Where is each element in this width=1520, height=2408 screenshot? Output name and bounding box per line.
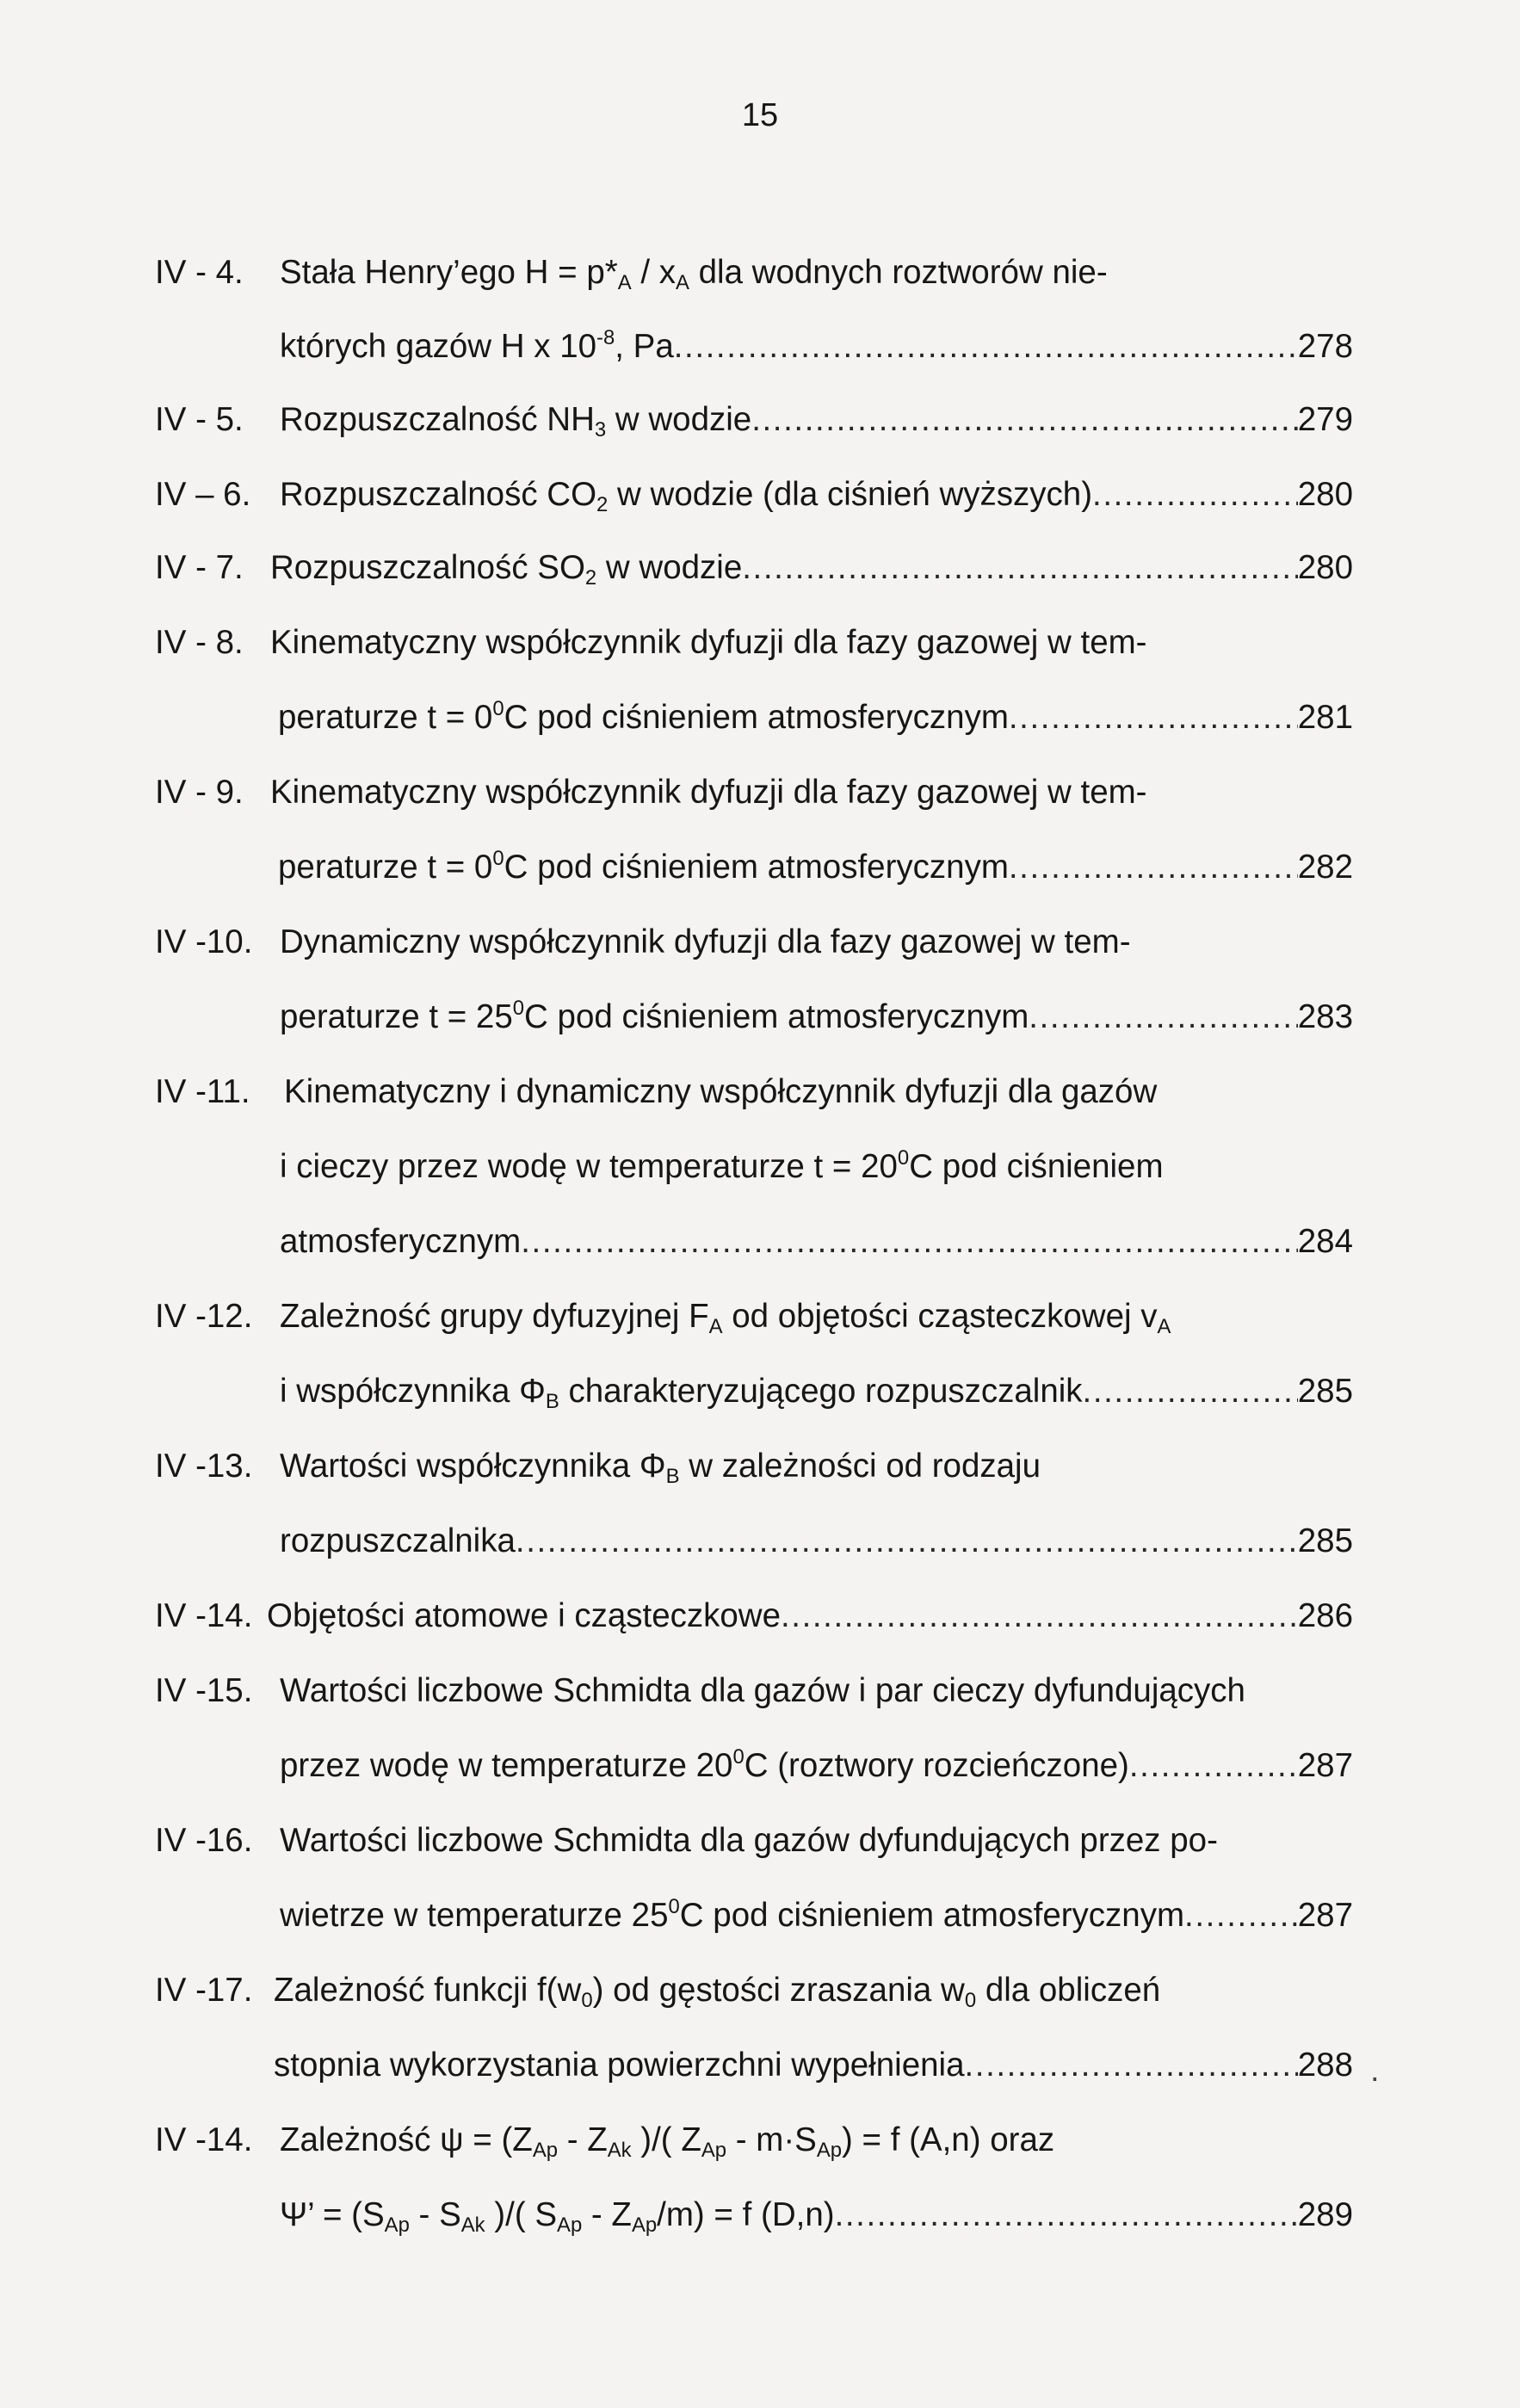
toc-entry-title: Wartości współczynnika $\Phi_B$ w zależności od rodzaju	[280, 1448, 1041, 1489]
toc-entry-title-cont: peraturze $t = 0^0C$ pod ciśnieniem atmosferycznym	[278, 847, 1009, 886]
toc-entry-page: 289	[1297, 2196, 1353, 2233]
toc-entry-line[interactable]	[280, 400, 1353, 440]
page-number: 15	[741, 97, 779, 133]
toc-entry-label: IV - 8.	[155, 624, 244, 661]
toc-entry-page: 285	[1297, 1522, 1353, 1559]
toc-entry-page: 287	[1297, 1747, 1353, 1784]
toc-entry-title-cont: stopnia wykorzystania powierzchni wypełnienia	[274, 2047, 965, 2084]
toc-entry-label: IV - 9.	[155, 774, 244, 811]
leader-dots	[674, 327, 1298, 367]
leader-dots	[1184, 1896, 1298, 1936]
toc-entry-label: IV -12.	[155, 1298, 253, 1335]
leader-dots	[742, 548, 1298, 588]
toc-entry-label: IV -10.	[155, 923, 253, 960]
toc-entry-line[interactable]	[280, 1222, 1353, 1262]
toc-entry-title: Kinematyczny współczynnik dyfuzji dla fazy gazowej w tem-	[270, 624, 1147, 661]
toc-entry-page: 286	[1297, 1597, 1353, 1634]
toc-entry-page: 280	[1297, 549, 1353, 586]
toc-entry-title: Kinematyczny i dynamiczny współczynnik dyfuzji dla gazów	[284, 1073, 1158, 1110]
toc-entry-page: 283	[1297, 998, 1353, 1035]
toc-entry-label: IV -14.	[155, 2121, 253, 2158]
leader-dots	[1009, 698, 1298, 738]
toc-entry-label: IV -15.	[155, 1672, 253, 1709]
toc-entry-line[interactable]	[280, 1746, 1353, 1786]
leader-dots	[1029, 997, 1297, 1037]
toc-entry-label: IV -13.	[155, 1448, 253, 1485]
toc-entry-label: IV -17.	[155, 1972, 253, 2009]
stray-mark: .	[1370, 2053, 1380, 2089]
toc-entry-title: Rozpuszczalność $SO_2$ w wodzie	[270, 549, 743, 590]
toc-entry-page: 280	[1297, 476, 1353, 513]
toc-entry-line[interactable]	[270, 548, 1353, 588]
toc-entry-title-cont: peraturze $t = 25^0C$ pod ciśnieniem atmosferycznym	[280, 997, 1029, 1035]
leader-dots	[521, 1222, 1297, 1262]
leader-dots	[1092, 475, 1298, 515]
toc-entry-page: 282	[1297, 849, 1353, 886]
toc-entry-page: 287	[1297, 1897, 1353, 1934]
toc-entry-title: Zależność funkcji $f(w_0)$ od gęstości zraszania $w_0$ dla obliczeń	[274, 1972, 1161, 2013]
toc-entry-label: IV – 6.	[155, 476, 251, 513]
toc-entry-page: 288	[1297, 2047, 1353, 2084]
toc-entry-title-cont: i współczynnika $\Phi_B$ charakteryzującego rozpuszczalnik	[280, 1373, 1083, 1414]
toc-entry-title-cont: przez wodę w temperaturze $20^0C$ (roztwory rozcieńczone)	[280, 1745, 1129, 1784]
leader-dots	[964, 2046, 1297, 2085]
leader-dots	[516, 1522, 1298, 1561]
toc-entry-line[interactable]	[280, 2195, 1353, 2238]
leader-dots	[1129, 1746, 1298, 1786]
toc-entry-page: 281	[1297, 699, 1353, 736]
toc-entry-line[interactable]	[274, 2046, 1353, 2085]
toc-entry-title: Rozpuszczalność $CO_2$ w wodzie (dla ciśnień wyższych)	[280, 476, 1093, 517]
leader-dots	[781, 1596, 1298, 1636]
toc-entry-title: Zależność grupy dyfuzyjnej $F_A$ od objętości cząsteczkowej $v_A$	[280, 1298, 1171, 1339]
toc-entry-title: Wartości liczbowe Schmidta dla gazów dyfundujących przez po-	[280, 1822, 1218, 1859]
toc-entry-label: IV -14.	[155, 1597, 253, 1634]
toc-entry-title: Objętości atomowe i cząsteczkowe	[267, 1597, 781, 1634]
toc-entry-page: 285	[1297, 1373, 1353, 1410]
toc-entry-line[interactable]	[278, 698, 1353, 738]
toc-entry-label: IV -11.	[155, 1073, 250, 1110]
toc-entry-title: Zależność $\psi = (Z_{Ap} - Z_{Ak}$ )/( $Z_{Ap} - m\cdot S_{Ap}) = f$ (A,n) oraz	[280, 2121, 1055, 2163]
toc-entry-line[interactable]	[278, 848, 1353, 887]
toc-entry-title: Dynamiczny współczynnik dyfuzji dla fazy gazowej w tem-	[280, 923, 1131, 960]
leader-dots	[1009, 848, 1298, 887]
toc-entry-title: Kinematyczny współczynnik dyfuzji dla fazy gazowej w tem-	[270, 774, 1147, 811]
toc-entry-title-cont: których gazów H x $10^{-8}$, Pa	[280, 326, 674, 365]
toc-entry-title-cont: peraturze $t = 0^0C$ pod ciśnieniem atmosferycznym	[278, 697, 1009, 736]
leader-dots	[1083, 1372, 1298, 1411]
toc-entry-title-cont: rozpuszczalnika	[280, 1522, 516, 1559]
toc-entry-label: IV - 5.	[155, 401, 244, 438]
toc-entry-line[interactable]	[280, 1522, 1353, 1561]
toc-entry-page: 278	[1297, 328, 1353, 365]
toc-entry-page: 284	[1297, 1223, 1353, 1260]
toc-entry-title: Stała Henry’ego $H = p*_A / x_A$ dla wodnych roztworów nie-	[280, 254, 1108, 295]
toc-entry-line[interactable]	[280, 1372, 1353, 1414]
toc-entry-line[interactable]	[280, 327, 1353, 367]
toc-entry-title: Wartości liczbowe Schmidta dla gazów i par cieczy dyfundujących	[280, 1672, 1245, 1709]
toc-entry-page: 279	[1297, 401, 1353, 438]
toc-entry-line[interactable]	[280, 475, 1353, 515]
toc-entry-line[interactable]	[280, 997, 1353, 1037]
toc-entry-title-cont: Ψ’ = ($S_{Ap} - S_{Ak}$ )/( $S_{Ap} - Z_{Ap}/m) = f$ (D,n)	[280, 2196, 835, 2238]
toc-entry-label: IV - 4.	[155, 254, 244, 291]
leader-dots	[835, 2195, 1298, 2235]
toc-entry-title-cont: i cieczy przez wodę w temperaturze $t = 20^0C$ pod ciśnieniem	[280, 1146, 1164, 1185]
toc-entry-title-cont: atmosferycznym	[280, 1223, 522, 1260]
toc-entry-title-cont: wietrze w temperaturze $25^0C$ pod ciśnieniem atmosferycznym	[280, 1895, 1185, 1934]
toc-entry-line[interactable]	[280, 1896, 1353, 1936]
toc-entry-line[interactable]	[267, 1596, 1353, 1636]
toc-entry-label: IV - 7.	[155, 549, 244, 586]
toc-entry-label: IV -16.	[155, 1822, 253, 1859]
leader-dots	[751, 400, 1298, 440]
toc-entry-title: Rozpuszczalność $NH_3$ w wodzie	[280, 401, 752, 442]
